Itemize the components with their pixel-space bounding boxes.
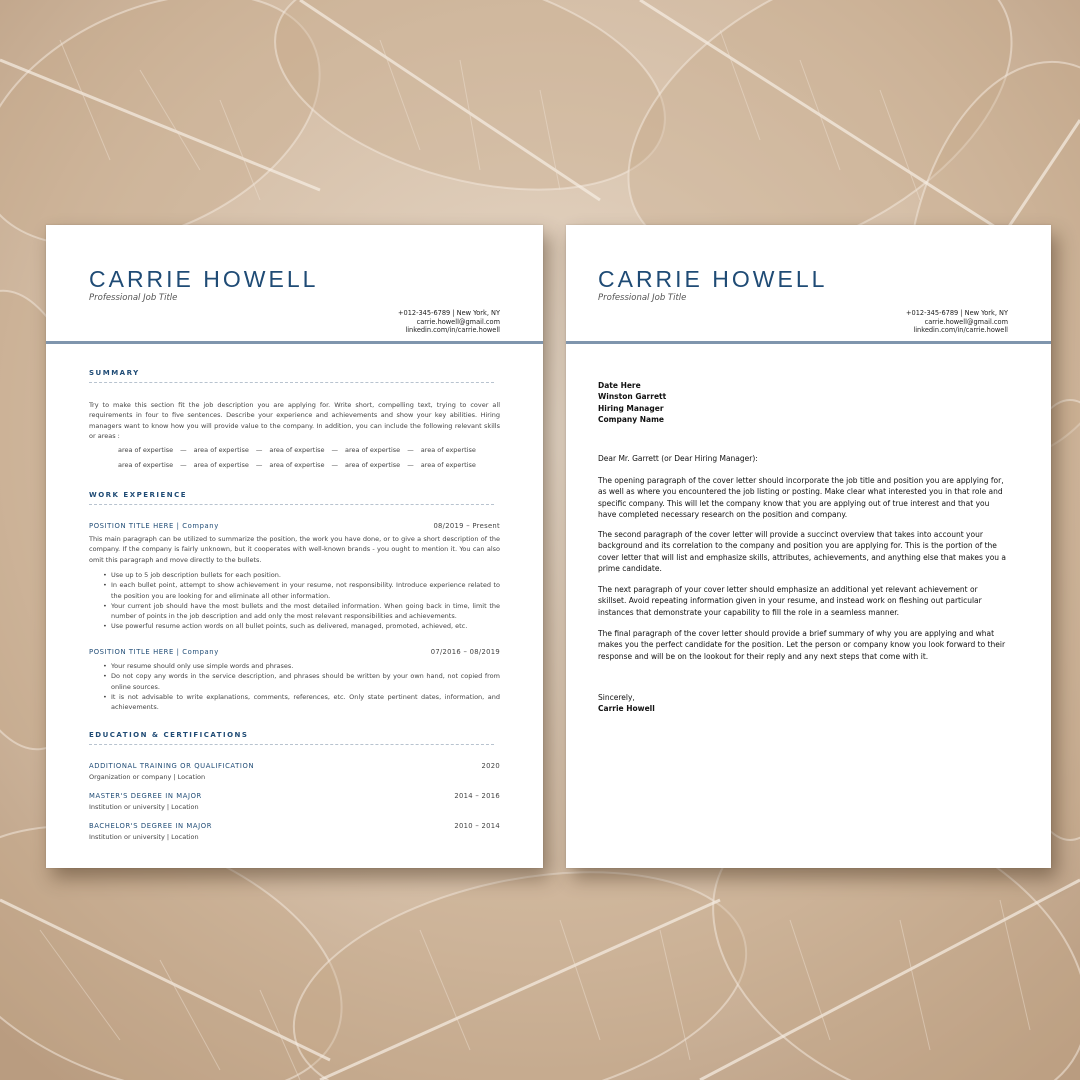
section-divider: [89, 382, 494, 383]
letter-signature: Carrie Howell: [598, 704, 655, 713]
job-dates: 08/2019 – Present: [433, 522, 500, 530]
education-sub: Organization or company | Location: [89, 773, 206, 781]
letter-paragraph: The final paragraph of the cover letter should provide a brief summary of why you are applying and what makes you the perfect candidate for the position. Let the person or company know you look forward to their response and will be on the lookout for their reply and any next steps that come with it.: [598, 629, 1006, 661]
education-row: [89, 762, 500, 770]
cover-letter-page: [566, 225, 1051, 868]
phone-location: +012-345-6789 | New York, NY: [906, 309, 1008, 317]
education-title: MASTER'S DEGREE IN MAJOR: [89, 792, 202, 800]
recipient-title: Hiring Manager: [598, 403, 664, 413]
recipient-name: Winston Garrett: [598, 392, 667, 402]
skill: area of expertise: [269, 461, 325, 469]
skill: area of expertise: [420, 461, 476, 469]
summary-text: Try to make this section fit the job description you are applying for. Write short, compelling text, trying to cover all requirements in four to five sentences. Describe your experience and achievements and show your key abilities. Hiring managers want to know how you will provide value to the company. In addition, you can include the following relevant skills or areas :: [89, 401, 500, 440]
resume-name: CARRIE HOWELL: [89, 266, 319, 292]
recipient-company: Company Name: [598, 414, 664, 424]
education-title: BACHELOR'S DEGREE IN MAJOR: [89, 822, 213, 830]
skills-row: area of expertise — area of expertise — area of expertise — area of expertise — area of expertise: [118, 461, 476, 469]
education-title: ADDITIONAL TRAINING OR QUALIFICATION: [89, 762, 255, 770]
letter-paragraph: The second paragraph of the cover letter will provide a succinct overview that takes into account your background and its correlation to the company and position you are applying for. This is the portion of the cover letter that will list and emphasize skills, attributes, achievements, and anything else that makes you a prime candidate.: [598, 530, 1007, 573]
job-bullets: [111, 570, 500, 632]
summary-heading: SUMMARY: [89, 369, 140, 377]
bullet-item: • Your resume should only use simple words and phrases.: [111, 661, 500, 671]
recipient-block: [598, 380, 666, 425]
email: carrie.howell@gmail.com: [416, 317, 500, 326]
linkedin: linkedin.com/in/carrie.howell: [913, 326, 1008, 334]
skill: area of expertise: [193, 461, 249, 469]
experience-heading: WORK EXPERIENCE: [89, 491, 188, 499]
education-dates: 2014 – 2016: [454, 792, 500, 800]
skill: area of expertise: [345, 461, 401, 469]
education-row: [89, 792, 500, 800]
letter-job-title: Professional Job Title: [598, 293, 687, 303]
education-dates: 2020: [481, 762, 500, 770]
email: carrie.howell@gmail.com: [924, 317, 1008, 326]
phone-location: +012-345-6789 | New York, NY: [398, 309, 500, 317]
resume-page: [46, 225, 543, 868]
education-dates: 2010 – 2014: [454, 822, 500, 830]
resume-contact: [398, 309, 500, 335]
education-row: [89, 822, 500, 830]
bullet-item: • Your current job should have the most bullets and the most detailed information. When going back in time, limit the number of points in the job description and add only the most relevant responsibilities and achievements.: [111, 601, 500, 622]
job-title: POSITION TITLE HERE | Company: [89, 522, 219, 530]
letter-paragraph: The next paragraph of your cover letter should emphasize an additional yet relevant achievement or skillset. Avoid repeating information given in your resume, and instead work on fleshing out particular instances that demonstrate your capability to fill the role in a seamless manner.: [598, 585, 982, 617]
skill: area of expertise: [345, 446, 401, 454]
letter-date: Date Here: [598, 381, 641, 390]
linkedin: linkedin.com/in/carrie.howell: [405, 326, 500, 334]
header-divider: [566, 341, 1051, 344]
letter-closing: Sincerely,: [598, 693, 635, 702]
letter-name: CARRIE HOWELL: [598, 266, 828, 292]
skill: area of expertise: [193, 446, 249, 454]
skill: area of expertise: [118, 461, 174, 469]
education-sub: Institution or university | Location: [89, 833, 199, 841]
education-sub: Institution or university | Location: [89, 803, 199, 811]
letter-contact: [906, 309, 1008, 335]
job-bullets: [111, 661, 500, 712]
job-dates: 07/2016 – 08/2019: [430, 648, 500, 656]
letter-paragraph: The opening paragraph of the cover letter should incorporate the job title and position you are applying for, as well as where you encountered the job listing or posting. Make clear what interested you in that role and specific company. This will let the company know that you are applying out of true interest and that you have completed necessary research on the position and company.: [598, 476, 1004, 519]
bullet-item: • It is not advisable to write explanations, comments, references, etc. Only state pertinent dates, information, and achievements.: [111, 692, 500, 713]
section-divider: [89, 744, 494, 745]
bullet-item: • Use powerful resume action words on all bullet points, such as delivered, managed, promoted, achieved, etc.: [111, 621, 500, 631]
bullet-item: • Use up to 5 job description bullets for each position.: [111, 570, 500, 580]
section-divider: [89, 504, 494, 505]
education-heading: EDUCATION & CERTIFICATIONS: [89, 731, 249, 739]
job-row: [89, 522, 500, 530]
resume-job-title: Professional Job Title: [89, 293, 178, 303]
skill: area of expertise: [118, 446, 174, 454]
bullet-item: • In each bullet point, attempt to show achievement in your resume, not responsibility. Introduce experience related to the position you are looking for and eliminate all other information.: [111, 580, 500, 601]
skills-row: area of expertise — area of expertise — area of expertise — area of expertise — area of expertise: [118, 446, 476, 454]
header-divider: [46, 341, 543, 344]
bullet-item: • Do not copy any words in the service description, and phrases should be written by your own hand, not copied from online sources.: [111, 671, 500, 692]
letter-greeting: Dear Mr. Garrett (or Dear Hiring Manager):: [598, 454, 758, 463]
job-title: POSITION TITLE HERE | Company: [89, 648, 219, 656]
job-description: This main paragraph can be utilized to summarize the position, the work you have done, or to give a short description of the company. If the company is fairly unknown, but it cooperates with well-known brands - you ought to mention it. You can also omit this paragraph and move directly to the bullets.: [89, 535, 500, 564]
skill: area of expertise: [420, 446, 476, 454]
skill: area of expertise: [269, 446, 325, 454]
job-row: [89, 648, 500, 656]
